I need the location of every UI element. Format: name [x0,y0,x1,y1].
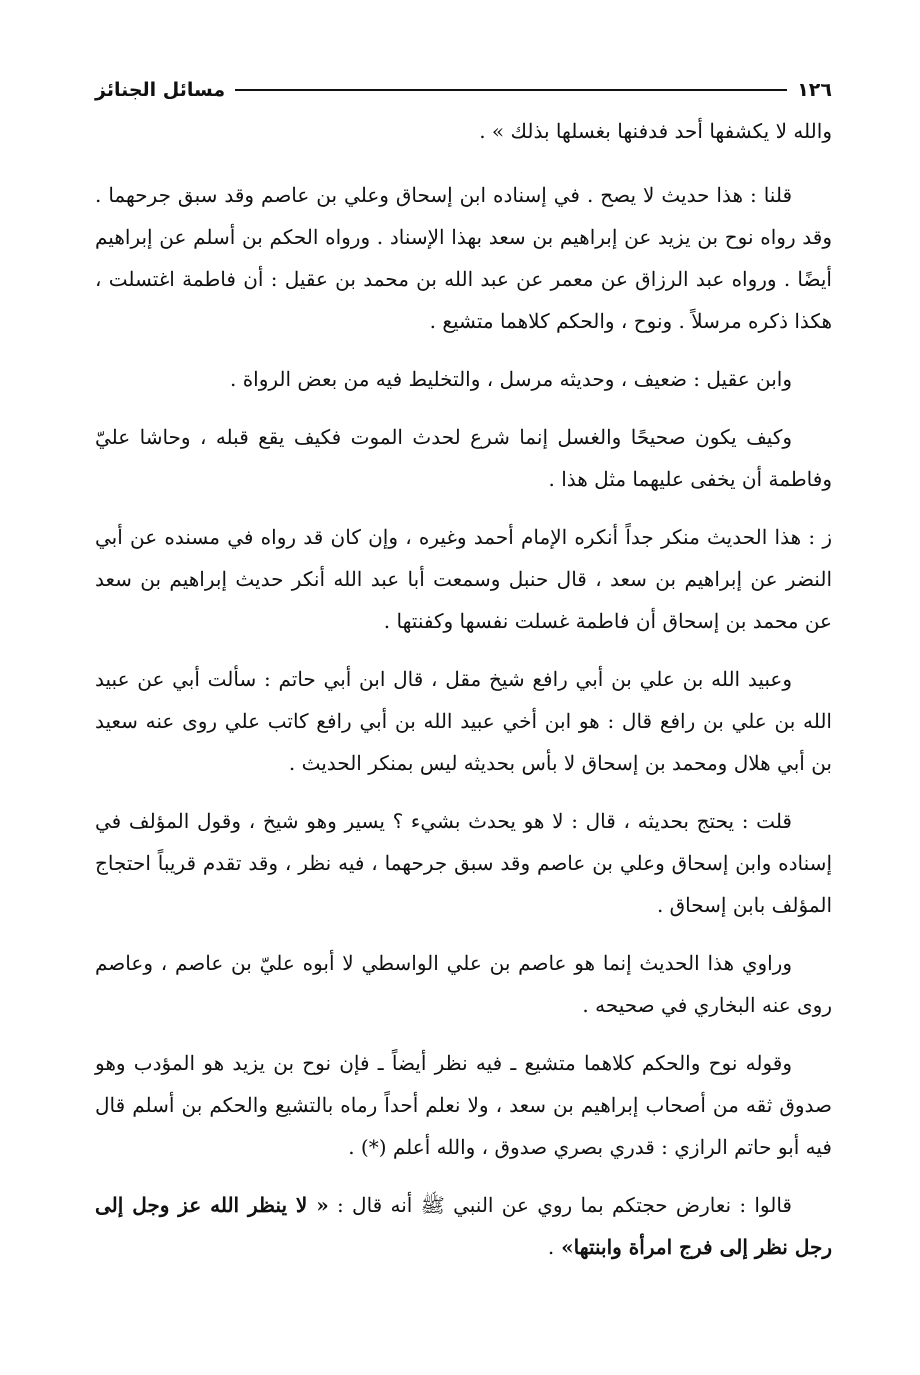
paragraph: قلنا : هذا حديث لا يصح . في إسناده ابن إسحاق وعلي بن عاصم وقد سبق جرحهما . وقد رواه نوح بن يزيد عن إبراهيم بن سعد بهذا الإسناد . ورواه الحكم بن أسلم عن إبراهيم أيضًا . ورواه عبد الرزاق عن معمر عن عبد الله بن محمد بن عقيل : أن فاطمة اغتسلت ، هكذا ذكره مرسلاً . ونوح ، والحكم كلاهما متشيع . [95,183,832,333]
header-rule [235,89,787,91]
book-page [95,70,832,1375]
hadith-tail: . [547,1235,555,1259]
paragraph: وراوي هذا الحديث إنما هو عاصم بن علي الواسطي لا أبوه عليّ بن عاصم ، وعاصم روى عنه البخاري في صحيحه . [95,951,832,1017]
chapter-title: مسائل الجنائز [95,79,226,101]
paragraph: وقوله نوح والحكم كلاهما متشيع ـ فيه نظر أيضاً ـ فإن نوح بن يزيد هو المؤدب وهو صدوق ثقه من أصحاب إبراهيم بن سعد ، ولا نعلم أحداً رماه بالتشيع والحكم بن أسلم قال فيه أبو حاتم الرازي : قدري بصري صدوق ، والله أعلم (*) . [95,1051,832,1159]
running-header [95,70,832,110]
page-number: ١٢٦ [797,79,832,101]
paragraph-annotation: ز : هذا الحديث منكر جداً أنكره الإمام أحمد وغيره ، وإن كان قد رواه في مسنده عن أبي النضر عن إبراهيم بن سعد ، قال حنبل وسمعت أبا عبد الله أنكر حديث إبراهيم بن سعد عن محمد بن إسحاق أن فاطمة غسلت نفسها وكفنتها . [95,525,832,633]
paragraph: وعبيد الله بن علي بن أبي رافع شيخ مقل ، قال ابن أبي حاتم : سألت أبي عن عبيد الله بن علي بن رافع قال : هو ابن أخي عبيد الله بن أبي رافع كاتب علي روى عنه سعيد بن أبي هلال ومحمد بن إسحاق لا بأس بحديثه ليس بمنكر الحديث . [95,667,832,775]
hadith-quote: « لا ينظر الله عز وجل إلى رجل نظر إلى فرج امرأة وابنتها» [95,1193,832,1259]
paragraph: قلت : يحتج بحديثه ، قال : لا هو يحدث بشيء ؟ يسير وهو شيخ ، وقول المؤلف في إسناده وابن إسحاق وعلي بن عاصم وقد سبق جرحهما ، فيه نظر ، وقد تقدم قريباً احتجاج المؤلف بابن إسحاق . [95,809,832,917]
paragraph-continuation: والله لا يكشفها أحد فدفنها بغسلها بذلك » . [479,119,832,143]
paragraph: وكيف يكون صحيحًا والغسل إنما شرع لحدث الموت فكيف يقع قبله ، وحاشا عليّ وفاطمة أن يخفى عليهما مثل هذا . [95,425,832,491]
paragraph: وابن عقيل : ضعيف ، وحديثه مرسل ، والتخليط فيه من بعض الرواة . [229,367,792,391]
paragraph-hadith [95,1184,832,1268]
hadith-lead: قالوا : نعارض حجتكم بما روي عن النبي ﷺ أنه قال : [328,1193,792,1217]
page-body [95,110,832,1268]
